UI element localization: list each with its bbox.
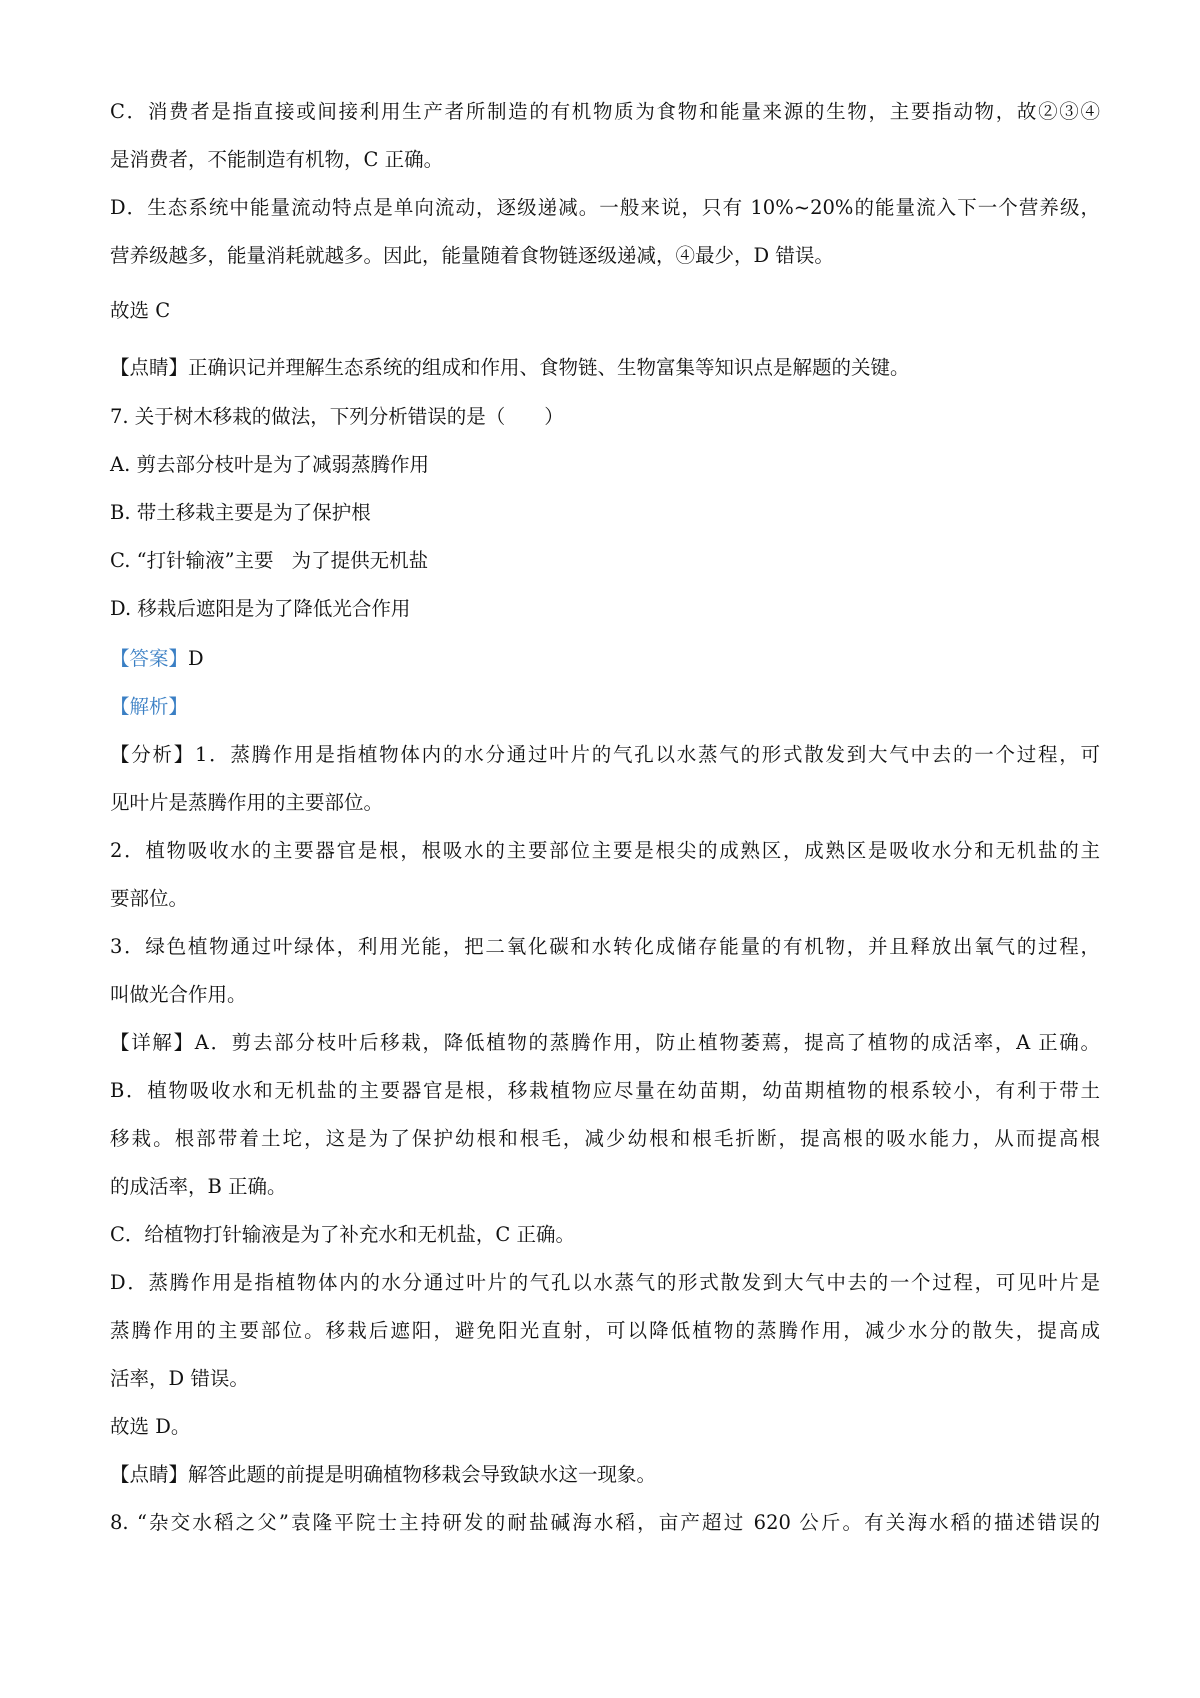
answer-tag: 【答案】	[110, 647, 189, 670]
analysis-p1-text: 1．蒸腾作用是指植物体内的水分通过叶片的气孔以水蒸气的形式散发到大气中去的一个过程，可	[195, 743, 1100, 766]
tip-text: 解答此题的前提是明确植物移栽会导致缺水这一现象。	[188, 1463, 657, 1486]
prev-option-d-line1: D．生态系统中能量流动特点是单向流动，逐级递减。一般来说，只有 10%~20%的能量流入下一个营养级，	[110, 196, 1100, 219]
detail-b-line2: 移栽。根部带着土坨，这是为了保护幼根和根毛，减少幼根和根毛折断，提高根的吸水能力，从而提高根	[110, 1127, 1100, 1150]
analysis-p1-line1	[110, 741, 1100, 769]
detail-c: C．给植物打针输液是为了补充水和无机盐，C 正确。	[110, 1223, 576, 1246]
analysis-p2-line2: 要部位。	[110, 887, 189, 910]
question-7-option-c	[110, 547, 428, 575]
question-7-option-b: B. 带土移栽主要是为了保护根	[110, 501, 371, 524]
analysis-tag: 【分析】	[110, 743, 196, 766]
analysis-heading: 【解析】	[110, 695, 189, 718]
detail-d-line2: 蒸腾作用的主要部位。移栽后遮阳，避免阳光直射，可以降低植物的蒸腾作用，减少水分的散失，提高成	[110, 1319, 1100, 1342]
question-7-option-a: A. 剪去部分枝叶是为了减弱蒸腾作用	[110, 453, 429, 476]
analysis-p1-line2: 见叶片是蒸腾作用的主要部位。	[110, 791, 384, 814]
analysis-p3-line1: 3．绿色植物通过叶绿体，利用光能，把二氧化碳和水转化成储存能量的有机物，并且释放出氧气的过程，	[110, 935, 1100, 958]
detail-d-line3: 活率，D 错误。	[110, 1367, 249, 1390]
question-7-conclusion: 故选 D。	[110, 1415, 191, 1438]
analysis-p2-line1: 2．植物吸收水的主要器官是根，根吸水的主要部位主要是根尖的成熟区，成熟区是吸收水分和无机盐的主	[110, 839, 1100, 862]
tip-text: 正确识记并理解生态系统的组成和作用、食物链、生物富集等知识点是解题的关键。	[188, 356, 910, 379]
analysis-p3-line2: 叫做光合作用。	[110, 983, 247, 1006]
option-c-tail: 为了提供无机盐	[291, 549, 429, 572]
answer-value: D	[188, 647, 204, 670]
option-c-head: C. “打针输液”主要	[110, 549, 274, 572]
question-7-stem: 7. 关于树木移栽的做法，下列分析错误的是（ ）	[110, 405, 564, 428]
prev-option-c-line2: 是消费者，不能制造有机物，C 正确。	[110, 148, 444, 171]
detail-b-line1: B．植物吸收水和无机盐的主要器官是根，移栽植物应尽量在幼苗期，幼苗期植物的根系较小，有利于带土	[110, 1079, 1100, 1102]
prev-option-d-line2: 营养级越多，能量消耗就越多。因此，能量随着食物链逐级递减，④最少，D 错误。	[110, 244, 834, 267]
prev-tip	[110, 354, 910, 382]
prev-option-c-line1: C．消费者是指直接或间接利用生产者所制造的有机物质为食物和能量来源的生物，主要指动物，故②③④	[110, 100, 1100, 123]
detail-a-text: A．剪去部分枝叶后移栽，降低植物的蒸腾作用，防止植物萎蔫，提高了植物的成活率，A 正确。	[194, 1031, 1100, 1054]
detail-d-line1: D．蒸腾作用是指植物体内的水分通过叶片的气孔以水蒸气的形式散发到大气中去的一个过程，可见叶片是	[110, 1271, 1100, 1294]
detail-a	[110, 1029, 1100, 1057]
question-7-tip	[110, 1461, 656, 1489]
prev-conclusion: 故选 C	[110, 299, 171, 322]
tip-tag: 【点睛】	[110, 356, 189, 379]
answer-line	[110, 645, 204, 673]
tip-tag: 【点睛】	[110, 1463, 189, 1486]
detail-b-line3: 的成活率，B 正确。	[110, 1175, 287, 1198]
question-7-option-d: D. 移栽后遮阳是为了降低光合作用	[110, 597, 411, 620]
detail-tag: 【详解】	[110, 1031, 195, 1054]
question-8-stem-line1: 8. “杂交水稻之父”袁隆平院士主持研发的耐盐碱海水稻，亩产超过 620 公斤。有关海水稻的描述错误的	[110, 1511, 1100, 1534]
